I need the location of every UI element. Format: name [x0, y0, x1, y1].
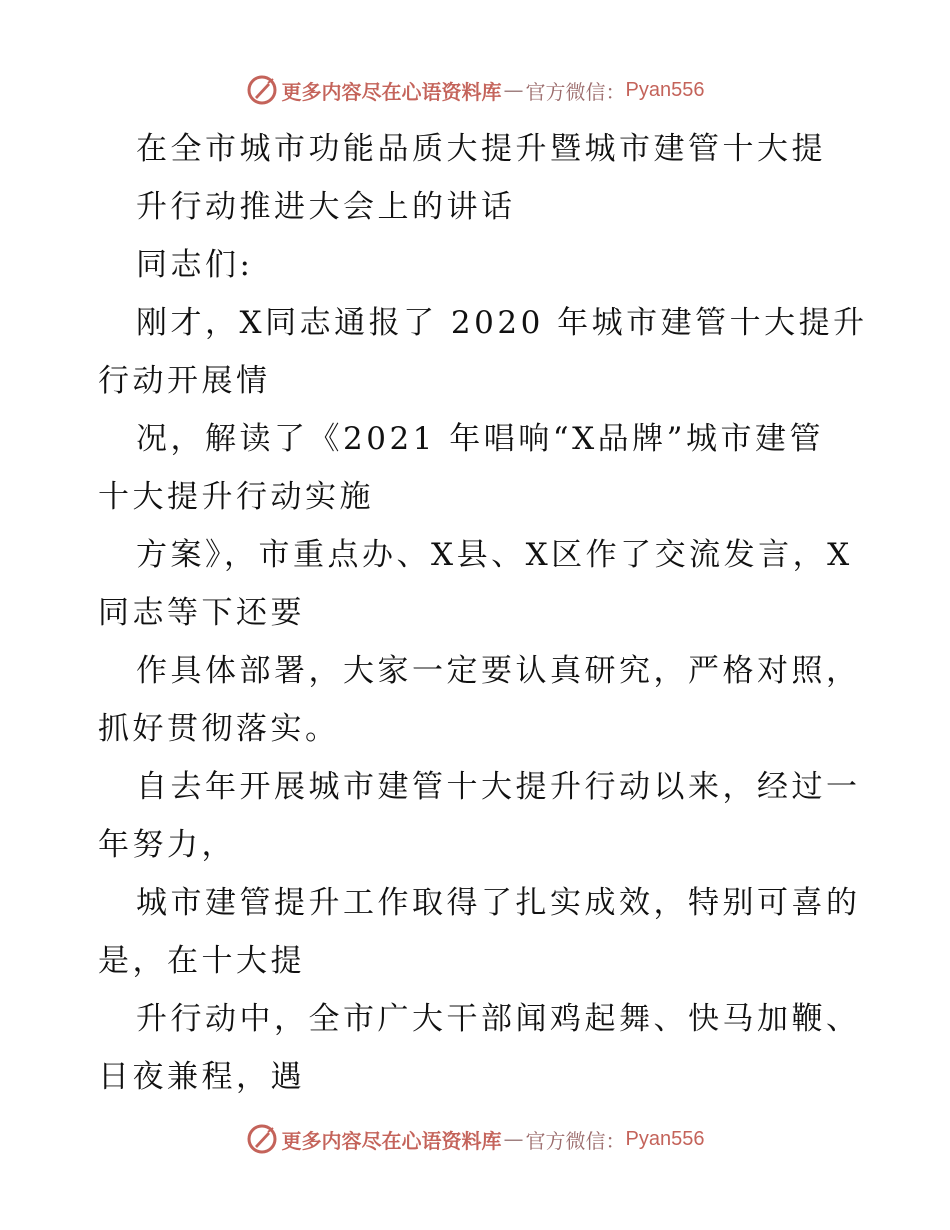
quill-pen-circle-icon: [246, 74, 278, 106]
body-line: 升行动中，全市广大干部闻鸡起舞、快马加鞭、: [136, 1001, 861, 1037]
body-line: 作具体部署，大家一定要认真研究，严格对照，: [136, 653, 861, 689]
banner-separator: —: [503, 78, 524, 102]
body-line: 刚才，X同志通报了 2020 年城市建管十大提升: [136, 305, 868, 341]
body-line: 抓好贯彻落实。: [98, 711, 340, 747]
body-line: 况，解读了《2021 年唱响“X品牌”城市建管: [136, 421, 825, 457]
banner-wechat-id: Pyan556: [625, 1127, 705, 1150]
body-line: 年努力，: [98, 827, 236, 863]
banner-separator: —: [503, 1127, 524, 1151]
body-line: 是，在十大提: [98, 943, 305, 979]
title-line-1: 在全市城市功能品质大提升暨城市建管十大提: [136, 131, 826, 167]
banner-wechat-id: Pyan556: [625, 78, 705, 101]
body-line: 行动开展情: [98, 363, 271, 399]
document-body: [98, 120, 868, 1106]
footer-watermark-banner: [0, 1121, 950, 1157]
body-line: 同志等下还要: [98, 595, 305, 631]
header-watermark-banner: [0, 72, 950, 108]
body-line: 十大提升行动实施: [98, 479, 374, 515]
banner-text: 更多内容尽在心语资料库: [281, 79, 502, 104]
quill-pen-circle-icon: [246, 1123, 278, 1155]
banner-text: 更多内容尽在心语资料库: [281, 1128, 502, 1153]
body-line: 自去年开展城市建管十大提升行动以来，经过一: [136, 769, 861, 805]
title-line-2: 升行动推进大会上的讲话: [136, 189, 516, 225]
banner-wechat-label: 官方微信：: [525, 79, 626, 104]
salutation: 同志们:: [136, 247, 254, 283]
body-line: 城市建管提升工作取得了扎实成效，特别可喜的: [136, 885, 861, 921]
body-line: 方案》，市重点办、X县、X区作了交流发言，X: [136, 537, 853, 573]
body-line: 日夜兼程，遇: [98, 1059, 305, 1095]
banner-wechat-label: 官方微信：: [525, 1128, 626, 1153]
